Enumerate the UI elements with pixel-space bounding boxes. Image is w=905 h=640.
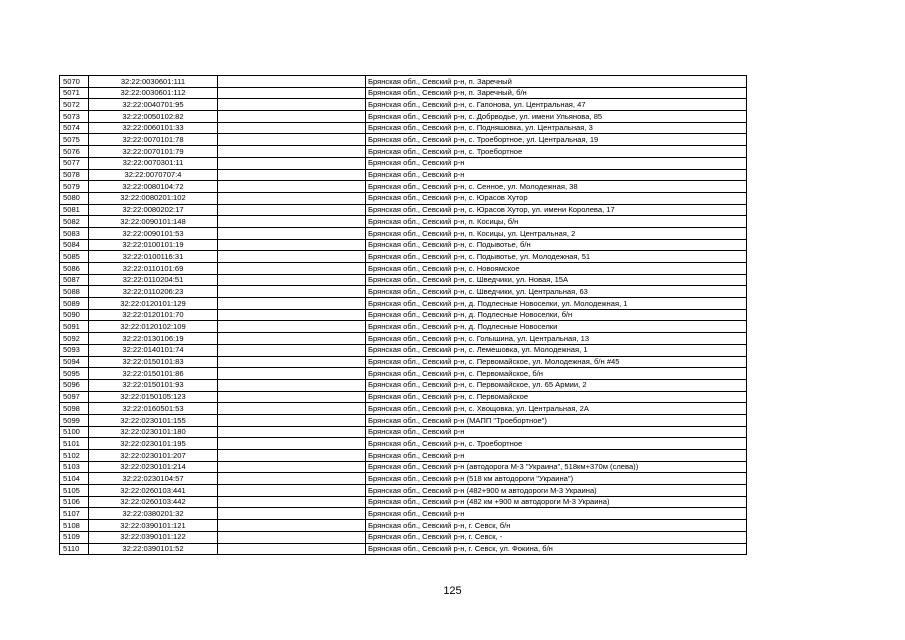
- table-row: [60, 251, 747, 263]
- table-row: [60, 263, 747, 275]
- table-row: [60, 473, 747, 485]
- cadastral-number-cell: 32:22:0140101:74: [89, 344, 218, 356]
- empty-cell: [218, 169, 366, 181]
- address-cell: Брянская обл., Севский р-н (автодорога М-3 "Украина", 518км+370м (слева)): [366, 461, 747, 473]
- table-row: [60, 134, 747, 146]
- empty-cell: [218, 321, 366, 333]
- address-cell: Брянская обл., Севский р-н, с. Новоямское: [366, 263, 747, 275]
- cadastral-number-cell: 32:22:0030601:112: [89, 87, 218, 99]
- cadastral-number-cell: 32:22:0080104:72: [89, 181, 218, 193]
- cadastral-number-cell: 32:22:0230101:155: [89, 414, 218, 426]
- table-row: [60, 356, 747, 368]
- row-number-cell: 5091: [60, 321, 89, 333]
- table-row: [60, 192, 747, 204]
- table-row: [60, 239, 747, 251]
- cadastral-number-cell: 32:22:0260103:442: [89, 496, 218, 508]
- table-row: [60, 274, 747, 286]
- empty-cell: [218, 146, 366, 158]
- table-row: [60, 344, 747, 356]
- address-cell: Брянская обл., Севский р-н, с. Первомайское: [366, 391, 747, 403]
- row-number-cell: 5109: [60, 531, 89, 543]
- row-number-cell: 5103: [60, 461, 89, 473]
- cadastral-number-cell: 32:22:0150101:86: [89, 368, 218, 380]
- address-cell: Брянская обл., Севский р-н, д. Подлесные Новоселки: [366, 321, 747, 333]
- cadastral-number-cell: 32:22:0090101:53: [89, 227, 218, 239]
- row-number-cell: 5105: [60, 485, 89, 497]
- address-cell: Брянская обл., Севский р-н, г. Севск, -: [366, 531, 747, 543]
- row-number-cell: 5077: [60, 157, 89, 169]
- empty-cell: [218, 496, 366, 508]
- row-number-cell: 5087: [60, 274, 89, 286]
- empty-cell: [218, 414, 366, 426]
- row-number-cell: 5073: [60, 111, 89, 123]
- cadastral-number-cell: 32:22:0120102:109: [89, 321, 218, 333]
- cadastral-number-cell: 32:22:0070101:78: [89, 134, 218, 146]
- cadastral-number-cell: 32:22:0130106:19: [89, 333, 218, 345]
- address-cell: Брянская обл., Севский р-н: [366, 169, 747, 181]
- empty-cell: [218, 251, 366, 263]
- cadastral-number-cell: 32:22:0120101:70: [89, 309, 218, 321]
- empty-cell: [218, 461, 366, 473]
- address-cell: Брянская обл., Севский р-н (518 км автодороги "Украина"): [366, 473, 747, 485]
- table-row: [60, 286, 747, 298]
- row-number-cell: 5083: [60, 227, 89, 239]
- empty-cell: [218, 263, 366, 275]
- empty-cell: [218, 298, 366, 310]
- cadastral-number-cell: 32:22:0230104:57: [89, 473, 218, 485]
- table-row: [60, 438, 747, 450]
- empty-cell: [218, 333, 366, 345]
- row-number-cell: 5084: [60, 239, 89, 251]
- table-row: [60, 520, 747, 532]
- address-cell: Брянская обл., Севский р-н (482 км +900 м автодороги М-3 Украина): [366, 496, 747, 508]
- empty-cell: [218, 216, 366, 228]
- table-row: [60, 414, 747, 426]
- address-cell: Брянская обл., Севский р-н, с. Троебортное, ул. Центральная, 19: [366, 134, 747, 146]
- address-cell: Брянская обл., Севский р-н, г. Севск, б/н: [366, 520, 747, 532]
- cadastral-number-cell: 32:22:0150101:83: [89, 356, 218, 368]
- cadastral-number-cell: 32:22:0080201:102: [89, 192, 218, 204]
- table-row: [60, 157, 747, 169]
- empty-cell: [218, 87, 366, 99]
- cadastral-number-cell: 32:22:0230101:214: [89, 461, 218, 473]
- page-number: 125: [443, 585, 462, 597]
- empty-cell: [218, 426, 366, 438]
- address-cell: Брянская обл., Севский р-н, с. Голышина, ул. Центральная, 13: [366, 333, 747, 345]
- cadastral-number-cell: 32:22:0230101:180: [89, 426, 218, 438]
- row-number-cell: 5104: [60, 473, 89, 485]
- empty-cell: [218, 403, 366, 415]
- row-number-cell: 5080: [60, 192, 89, 204]
- row-number-cell: 5093: [60, 344, 89, 356]
- table-row: [60, 543, 747, 555]
- row-number-cell: 5079: [60, 181, 89, 193]
- address-cell: Брянская обл., Севский р-н, с. Троебортное: [366, 146, 747, 158]
- cadastral-number-cell: 32:22:0120101:129: [89, 298, 218, 310]
- empty-cell: [218, 76, 366, 88]
- empty-cell: [218, 122, 366, 134]
- row-number-cell: 5089: [60, 298, 89, 310]
- address-cell: Брянская обл., Севский р-н, с. Сенное, ул. Молодежная, 38: [366, 181, 747, 193]
- row-number-cell: 5070: [60, 76, 89, 88]
- empty-cell: [218, 485, 366, 497]
- address-cell: Брянская обл., Севский р-н, с. Подняшовка, ул. Центральная, 3: [366, 122, 747, 134]
- address-cell: Брянская обл., Севский р-н: [366, 157, 747, 169]
- empty-cell: [218, 379, 366, 391]
- row-number-cell: 5075: [60, 134, 89, 146]
- table-row: [60, 87, 747, 99]
- table-row: [60, 76, 747, 88]
- cadastral-number-cell: 32:22:0230101:207: [89, 450, 218, 462]
- cadastral-number-cell: 32:22:0160501:53: [89, 403, 218, 415]
- address-cell: Брянская обл., Севский р-н, с. Троебортное: [366, 438, 747, 450]
- table-row: [60, 531, 747, 543]
- empty-cell: [218, 286, 366, 298]
- address-cell: Брянская обл., Севский р-н (МАПП "Троебортное"): [366, 414, 747, 426]
- cadastral-number-cell: 32:22:0060101:33: [89, 122, 218, 134]
- cadastral-number-cell: 32:22:0050102:82: [89, 111, 218, 123]
- empty-cell: [218, 227, 366, 239]
- cadastral-number-cell: 32:22:0230101:195: [89, 438, 218, 450]
- empty-cell: [218, 309, 366, 321]
- address-cell: Брянская обл., Севский р-н, п. Косицы, ул. Центральная, 2: [366, 227, 747, 239]
- empty-cell: [218, 181, 366, 193]
- cadastral-number-cell: 32:22:0040701:95: [89, 99, 218, 111]
- table-row: [60, 181, 747, 193]
- table-row: [60, 485, 747, 497]
- table-row: [60, 298, 747, 310]
- address-cell: Брянская обл., Севский р-н, с. Хвощовка, ул. Центральная, 2А: [366, 403, 747, 415]
- row-number-cell: 5101: [60, 438, 89, 450]
- address-cell: Брянская обл., Севский р-н, с. Подывотье, б/н: [366, 239, 747, 251]
- address-cell: Брянская обл., Севский р-н, с. Лемешовка, ул. Молодежная, 1: [366, 344, 747, 356]
- address-cell: Брянская обл., Севский р-н, с. Юрасов Хутор: [366, 192, 747, 204]
- row-number-cell: 5076: [60, 146, 89, 158]
- address-cell: Брянская обл., Севский р-н, п. Заречный, б/н: [366, 87, 747, 99]
- address-cell: Брянская обл., Севский р-н, с. Первомайское, ул. Молодежная, б/н #45: [366, 356, 747, 368]
- empty-cell: [218, 438, 366, 450]
- property-table: [59, 75, 747, 555]
- row-number-cell: 5086: [60, 263, 89, 275]
- table-row: [60, 169, 747, 181]
- address-cell: Брянская обл., Севский р-н (482+900 м автодороги М-3 Украина): [366, 485, 747, 497]
- address-cell: Брянская обл., Севский р-н, с. Первомайское, ул. 65 Армии, 2: [366, 379, 747, 391]
- empty-cell: [218, 99, 366, 111]
- cadastral-number-cell: 32:22:0110101:69: [89, 263, 218, 275]
- address-cell: Брянская обл., Севский р-н, п. Заречный: [366, 76, 747, 88]
- empty-cell: [218, 473, 366, 485]
- address-cell: Брянская обл., Севский р-н, д. Подлесные Новоселки, б/н: [366, 309, 747, 321]
- row-number-cell: 5102: [60, 450, 89, 462]
- row-number-cell: 5098: [60, 403, 89, 415]
- row-number-cell: 5094: [60, 356, 89, 368]
- cadastral-number-cell: 32:22:0390101:121: [89, 520, 218, 532]
- address-cell: Брянская обл., Севский р-н, с. Шведчики, ул. Новая, 15А: [366, 274, 747, 286]
- empty-cell: [218, 111, 366, 123]
- table-row: [60, 450, 747, 462]
- empty-cell: [218, 157, 366, 169]
- row-number-cell: 5074: [60, 122, 89, 134]
- table-row: [60, 309, 747, 321]
- cadastral-number-cell: 32:22:0100101:19: [89, 239, 218, 251]
- cadastral-number-cell: 32:22:0090101:148: [89, 216, 218, 228]
- empty-cell: [218, 450, 366, 462]
- cadastral-number-cell: 32:22:0080202:17: [89, 204, 218, 216]
- address-cell: Брянская обл., Севский р-н, д. Подлесные Новоселки, ул. Молодежная, 1: [366, 298, 747, 310]
- address-cell: Брянская обл., Севский р-н, п. Косицы, б/н: [366, 216, 747, 228]
- address-cell: Брянская обл., Севский р-н, с. Добрводье, ул. имени Ульянова, 85: [366, 111, 747, 123]
- table-body: [60, 76, 747, 555]
- table-row: [60, 391, 747, 403]
- address-cell: Брянская обл., Севский р-н: [366, 426, 747, 438]
- address-cell: Брянская обл., Севский р-н, с. Юрасов Хутор, ул. имени Королева, 17: [366, 204, 747, 216]
- table-row: [60, 111, 747, 123]
- row-number-cell: 5106: [60, 496, 89, 508]
- cadastral-number-cell: 32:22:0150105:123: [89, 391, 218, 403]
- row-number-cell: 5100: [60, 426, 89, 438]
- table-row: [60, 227, 747, 239]
- table-row: [60, 426, 747, 438]
- address-cell: Брянская обл., Севский р-н, с. Первомайское, б/н: [366, 368, 747, 380]
- table-row: [60, 122, 747, 134]
- empty-cell: [218, 134, 366, 146]
- table-row: [60, 333, 747, 345]
- address-cell: Брянская обл., Севский р-н, г. Севск, ул. Фокина, б/н: [366, 543, 747, 555]
- table-row: [60, 403, 747, 415]
- empty-cell: [218, 391, 366, 403]
- row-number-cell: 5078: [60, 169, 89, 181]
- row-number-cell: 5071: [60, 87, 89, 99]
- empty-cell: [218, 344, 366, 356]
- row-number-cell: 5095: [60, 368, 89, 380]
- table-row: [60, 379, 747, 391]
- row-number-cell: 5108: [60, 520, 89, 532]
- cadastral-number-cell: 32:22:0070707:4: [89, 169, 218, 181]
- row-number-cell: 5110: [60, 543, 89, 555]
- cadastral-number-cell: 32:22:0390101:122: [89, 531, 218, 543]
- cadastral-number-cell: 32:22:0380201:32: [89, 508, 218, 520]
- row-number-cell: 5082: [60, 216, 89, 228]
- empty-cell: [218, 368, 366, 380]
- empty-cell: [218, 543, 366, 555]
- row-number-cell: 5096: [60, 379, 89, 391]
- empty-cell: [218, 356, 366, 368]
- address-cell: Брянская обл., Севский р-н, с. Гапонова, ул. Центральная, 47: [366, 99, 747, 111]
- address-cell: Брянская обл., Севский р-н, с. Шведчики, ул. Центральная, 63: [366, 286, 747, 298]
- row-number-cell: 5092: [60, 333, 89, 345]
- table-row: [60, 99, 747, 111]
- address-cell: Брянская обл., Севский р-н, с. Подывотье, ул. Молодежная, 51: [366, 251, 747, 263]
- cadastral-number-cell: 32:22:0100116:31: [89, 251, 218, 263]
- table-row: [60, 216, 747, 228]
- row-number-cell: 5099: [60, 414, 89, 426]
- empty-cell: [218, 192, 366, 204]
- table-row: [60, 368, 747, 380]
- empty-cell: [218, 239, 366, 251]
- table-row: [60, 321, 747, 333]
- cadastral-number-cell: 32:22:0110204:51: [89, 274, 218, 286]
- table-row: [60, 204, 747, 216]
- cadastral-number-cell: 32:22:0150101:93: [89, 379, 218, 391]
- cadastral-number-cell: 32:22:0390101:52: [89, 543, 218, 555]
- table-row: [60, 461, 747, 473]
- empty-cell: [218, 204, 366, 216]
- row-number-cell: 5088: [60, 286, 89, 298]
- empty-cell: [218, 508, 366, 520]
- row-number-cell: 5072: [60, 99, 89, 111]
- cadastral-number-cell: 32:22:0260103:441: [89, 485, 218, 497]
- cadastral-number-cell: 32:22:0110206:23: [89, 286, 218, 298]
- table-row: [60, 146, 747, 158]
- row-number-cell: 5085: [60, 251, 89, 263]
- table-row: [60, 508, 747, 520]
- row-number-cell: 5090: [60, 309, 89, 321]
- row-number-cell: 5107: [60, 508, 89, 520]
- cadastral-number-cell: 32:22:0070101:79: [89, 146, 218, 158]
- cadastral-number-cell: 32:22:0070301:11: [89, 157, 218, 169]
- row-number-cell: 5081: [60, 204, 89, 216]
- row-number-cell: 5097: [60, 391, 89, 403]
- address-cell: Брянская обл., Севский р-н: [366, 508, 747, 520]
- table-row: [60, 496, 747, 508]
- empty-cell: [218, 520, 366, 532]
- cadastral-number-cell: 32:22:0030601:111: [89, 76, 218, 88]
- address-cell: Брянская обл., Севский р-н: [366, 450, 747, 462]
- empty-cell: [218, 274, 366, 286]
- empty-cell: [218, 531, 366, 543]
